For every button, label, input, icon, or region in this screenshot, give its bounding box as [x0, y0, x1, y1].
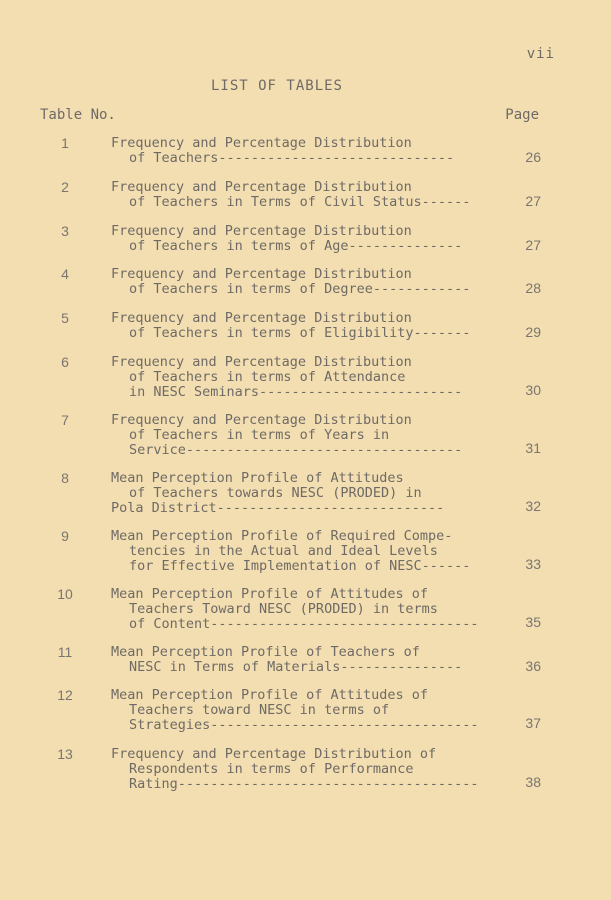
entry-title [111, 587, 496, 631]
entry-line: Rating------------------------------------- [129, 776, 479, 792]
entry-title [111, 645, 496, 675]
entry-page: 35 [525, 614, 541, 630]
entry-title [111, 413, 496, 457]
entry-line: Teachers Toward NESC (PRODED) in terms [129, 601, 438, 617]
entry-line: Mean Perception Profile of Attitudes of [111, 688, 428, 703]
entry-number: 2 [61, 179, 69, 195]
entry-title [111, 224, 496, 254]
entry-title [111, 688, 496, 732]
entry-line: of Teachers in terms of Age-------------- [129, 238, 463, 254]
entry-line: for Effective Implementation of NESC------ [129, 558, 471, 574]
entry-title [111, 747, 496, 791]
entry-line: of Teachers in terms of Attendance [129, 369, 406, 385]
entry-number: 8 [61, 470, 69, 486]
entry-number: 6 [61, 354, 69, 370]
entry-line: of Teachers in Terms of Civil Status------ [129, 194, 471, 210]
entry-number: 4 [61, 266, 69, 282]
entry-page: 33 [525, 556, 541, 572]
entry-number: 13 [57, 746, 73, 762]
entry-line: Service---------------------------------- [129, 442, 463, 458]
entry-line: Frequency and Percentage Distribution [111, 311, 412, 326]
entry-line: Frequency and Percentage Distribution [111, 224, 412, 239]
entry-line: Frequency and Percentage Distribution [111, 180, 412, 195]
entry-line: Mean Perception Profile of Attitudes [111, 471, 404, 486]
entry-page: 32 [525, 498, 541, 514]
entry-line: Frequency and Percentage Distribution of [111, 747, 437, 762]
entry-line: of Teachers in terms of Years in [129, 427, 390, 443]
entry-line: of Teachers in terms of Eligibility------- [129, 325, 471, 341]
entry-title [111, 180, 496, 210]
entry-page: 36 [525, 658, 541, 674]
entry-title [111, 355, 496, 399]
entry-line: NESC in Terms of Materials--------------- [129, 659, 463, 675]
entry-line: of Content--------------------------------- [129, 616, 479, 632]
entry-title [111, 267, 496, 297]
entry-line: of Teachers----------------------------- [129, 150, 455, 166]
entry-line: Respondents in terms of Performance [129, 761, 414, 777]
entry-title [111, 311, 496, 341]
entry-page: 26 [525, 149, 541, 165]
entry-line: Frequency and Percentage Distribution [111, 267, 412, 282]
entry-line: Strategies--------------------------------- [129, 717, 479, 733]
entry-page: 37 [525, 715, 541, 731]
entry-line: Pola District---------------------------- [111, 500, 445, 516]
entry-number: 1 [61, 135, 69, 151]
entry-number: 3 [61, 223, 69, 239]
entry-number: 12 [57, 687, 73, 703]
entry-line: Mean Perception Profile of Attitudes of [111, 587, 428, 602]
page-number: vii [526, 46, 555, 62]
entry-page: 38 [525, 774, 541, 790]
entry-page: 27 [525, 237, 541, 253]
page-title: LIST OF TABLES [210, 78, 343, 94]
entry-line: of Teachers in terms of Degree------------ [129, 281, 471, 297]
entry-number: 11 [57, 644, 73, 660]
entry-line: Mean Perception Profile of Required Compe- [111, 529, 453, 544]
entry-line: Frequency and Percentage Distribution [111, 136, 412, 151]
entry-title [111, 471, 496, 515]
entry-line: in NESC Seminars------------------------- [129, 384, 463, 400]
entry-title [111, 529, 496, 573]
entry-line: Mean Perception Profile of Teachers of [111, 645, 420, 660]
entry-line: Frequency and Percentage Distribution [111, 355, 412, 370]
entry-title [111, 136, 496, 166]
entry-line: tencies in the Actual and Ideal Levels [129, 543, 438, 559]
entry-page: 31 [525, 440, 541, 456]
entry-line: Teachers toward NESC in terms of [129, 702, 390, 718]
entry-page: 27 [525, 193, 541, 209]
entry-page: 29 [525, 324, 541, 340]
entry-number: 7 [61, 412, 69, 428]
entry-page: 28 [525, 280, 541, 296]
entry-page: 30 [525, 382, 541, 398]
entry-number: 5 [61, 310, 69, 326]
entry-number: 9 [61, 528, 69, 544]
entry-line: Frequency and Percentage Distribution [111, 413, 412, 428]
page-column-header: Page [505, 107, 539, 123]
entry-line: of Teachers towards NESC (PRODED) in [129, 485, 422, 501]
entry-number: 10 [57, 586, 73, 602]
table-number-header: Table No. [40, 107, 116, 123]
